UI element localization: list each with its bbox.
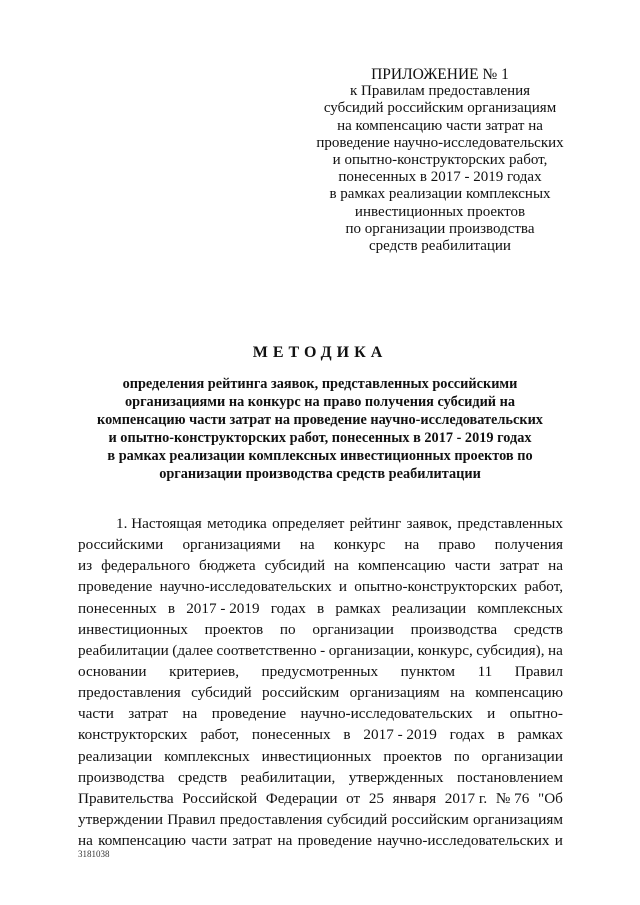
body-line [78, 598, 563, 619]
body-word: реабилитации [78, 641, 169, 659]
body-word: инвестиционных [261, 747, 372, 765]
body-word: федерального [101, 557, 191, 575]
body-word: на [548, 641, 563, 659]
body-word: опытно-конструкторских [354, 578, 518, 596]
body-word: организации [312, 620, 394, 638]
body-word: работ, [200, 726, 240, 744]
body-word: реализации [78, 747, 153, 765]
body-word: научно-исследовательских [300, 705, 473, 723]
appendix-block [290, 66, 590, 255]
body-line [78, 534, 563, 555]
body-word: "Об [538, 789, 563, 807]
body-word: постановлением [456, 768, 563, 786]
body-word: понесенных [78, 599, 157, 617]
body-word: рейтинг [349, 515, 402, 532]
body-word: рамках [335, 599, 381, 617]
body-word: заявок, [406, 515, 453, 532]
body-line [78, 809, 563, 830]
body-word: Правительства [78, 789, 174, 807]
appendix-line: понесенных в 2017 - 2019 годах [338, 169, 542, 186]
body-word: основании [78, 662, 147, 680]
appendix-line: в рамках реализации комплексных [329, 186, 551, 203]
body-word: методика [207, 515, 267, 532]
body-word: проведение [78, 578, 153, 596]
appendix-heading: ПРИЛОЖЕНИЕ № 1 [371, 66, 509, 83]
body-word: годах [270, 599, 306, 617]
body-word: субсидий [191, 684, 252, 702]
body-word: работ, [524, 578, 563, 596]
body-word: в [316, 599, 325, 617]
body-word: на [182, 705, 198, 723]
body-word: право [438, 536, 476, 554]
body-word: Федерации [265, 789, 338, 807]
subtitle-line: организациями на конкурс на право получения субсидий на [124, 394, 516, 410]
body-line [78, 788, 563, 809]
appendix-line: и опытно-конструкторских работ, [332, 152, 548, 169]
body-line [78, 576, 563, 597]
body-word: получения [494, 536, 563, 554]
body-line [78, 830, 563, 851]
body-word: и [338, 578, 348, 596]
body-word: 25 [368, 789, 385, 807]
body-word: (далее [172, 641, 214, 659]
body-word: предусмотренных [261, 662, 379, 680]
body-word: на [449, 684, 465, 702]
body-word: и [487, 705, 496, 723]
body-word: на [548, 557, 563, 575]
appendix-line: по организации производства [345, 220, 535, 237]
body-word: утвержденных [348, 768, 444, 786]
body-word: в [343, 726, 351, 744]
appendix-line: средств реабилитации [369, 238, 511, 255]
body-word: 2017 г. [444, 789, 488, 807]
body-word: российским [391, 810, 469, 828]
body-word: проектов [204, 620, 264, 638]
body-word: средств [513, 620, 563, 638]
subtitle-line: компенсацию части затрат на проведение научно-исследовательских [97, 412, 543, 428]
body-word: 2017 - 2019 [363, 726, 437, 744]
body-word: 1. Настоящая [116, 515, 202, 532]
body-word: научно-исследовательских [159, 578, 332, 596]
body-word: реализации [391, 599, 467, 617]
body-word: № 76 [495, 789, 530, 807]
body-line [78, 682, 563, 703]
body-paragraph [78, 513, 563, 851]
body-word: проведение [297, 832, 372, 850]
body-word: определяет [272, 515, 345, 532]
body-word: организациям [349, 684, 440, 702]
body-word: в [167, 599, 176, 617]
body-word: годах [449, 726, 485, 744]
appendix-line: проведение научно-исследовательских [316, 134, 564, 151]
body-line [78, 619, 563, 640]
body-line [78, 661, 563, 682]
body-word: рамках [517, 726, 563, 744]
body-word: российским [262, 684, 340, 702]
body-word: - [320, 641, 326, 659]
body-word: Правил [514, 662, 563, 680]
body-word: российскими [78, 536, 164, 554]
body-word: понесенных [251, 726, 331, 744]
subtitle-line: в рамках реализации комплексных инвестиционных проектов по [107, 448, 533, 464]
body-word: производства [410, 620, 498, 638]
body-word: Российской [182, 789, 258, 807]
body-word: на [334, 557, 349, 575]
body-word: 11 [477, 662, 493, 680]
body-word: организации [481, 747, 563, 765]
body-word: части [454, 557, 491, 575]
body-word: соответственно [216, 641, 317, 659]
document-subtitle [70, 375, 570, 483]
body-word: в [497, 726, 505, 744]
body-word: компенсацию [475, 684, 563, 702]
body-word: инвестиционных [78, 620, 188, 638]
body-word: на [277, 832, 293, 850]
body-word: предоставления [78, 684, 181, 702]
appendix-line: к Правилам предоставления [349, 83, 531, 100]
body-line [78, 767, 563, 788]
body-word: пунктом [400, 662, 456, 680]
body-word: предоставления [219, 810, 323, 828]
body-line [78, 640, 563, 661]
body-line [78, 513, 563, 534]
body-word: и [554, 832, 563, 850]
body-word: компенсацию [98, 832, 186, 850]
body-word: по [453, 747, 470, 765]
body-word: представленных [457, 515, 563, 532]
body-word: части [78, 705, 114, 723]
body-word: субсидий [264, 557, 326, 575]
body-word: части [191, 832, 228, 850]
body-word: реабилитации, [240, 768, 336, 786]
body-word: затрат [499, 557, 540, 575]
body-word: субсидий [326, 810, 388, 828]
body-line [78, 746, 563, 767]
appendix-line: на компенсацию части затрат на [337, 117, 543, 134]
body-word: Правил [167, 810, 216, 828]
body-word: проектов [383, 747, 442, 765]
body-word: критериев, [169, 662, 239, 680]
body-word: по [279, 620, 296, 638]
body-word: утверждении [78, 810, 163, 828]
body-word: января [392, 789, 437, 807]
body-word: организациям [472, 810, 563, 828]
body-word: конкурс [333, 536, 386, 554]
appendix-line: субсидий российским организациям [323, 100, 557, 117]
body-word: субсидия), [476, 641, 545, 659]
body-word: проведение [211, 705, 287, 723]
body-word: бюджета [199, 557, 256, 575]
appendix-line: инвестиционных проектов [354, 203, 526, 220]
body-word: организации, [328, 641, 415, 659]
body-line [78, 555, 563, 576]
body-word: комплексных [477, 599, 563, 617]
body-word: организациями [182, 536, 281, 554]
body-word: на [404, 536, 420, 554]
body-word: средств [178, 768, 228, 786]
body-word: научно-исследовательских [377, 832, 550, 850]
body-word: производства [78, 768, 165, 786]
body-word: затрат [128, 705, 169, 723]
body-line [78, 703, 563, 724]
body-word: из [78, 557, 93, 575]
document-title: МЕТОДИКА [252, 344, 388, 361]
body-word: от [346, 789, 361, 807]
body-word: на [299, 536, 315, 554]
subtitle-line: определения рейтинга заявок, представленных российскими [122, 376, 518, 392]
body-word: комплексных [164, 747, 250, 765]
body-word: конкурс, [417, 641, 473, 659]
body-word: на [78, 832, 93, 850]
body-word: опытно- [509, 705, 563, 723]
body-word: компенсацию [357, 557, 446, 575]
subtitle-line: и опытно-конструкторских работ, понесенных в 2017 - 2019 годах [108, 430, 532, 446]
body-line [78, 724, 563, 745]
body-word: затрат [232, 832, 273, 850]
body-word: конструкторских [78, 726, 188, 744]
document-number: 3181038 [78, 849, 110, 859]
subtitle-line: организации производства средств реабилитации [159, 466, 481, 482]
body-word: 2017 - 2019 [186, 599, 260, 617]
